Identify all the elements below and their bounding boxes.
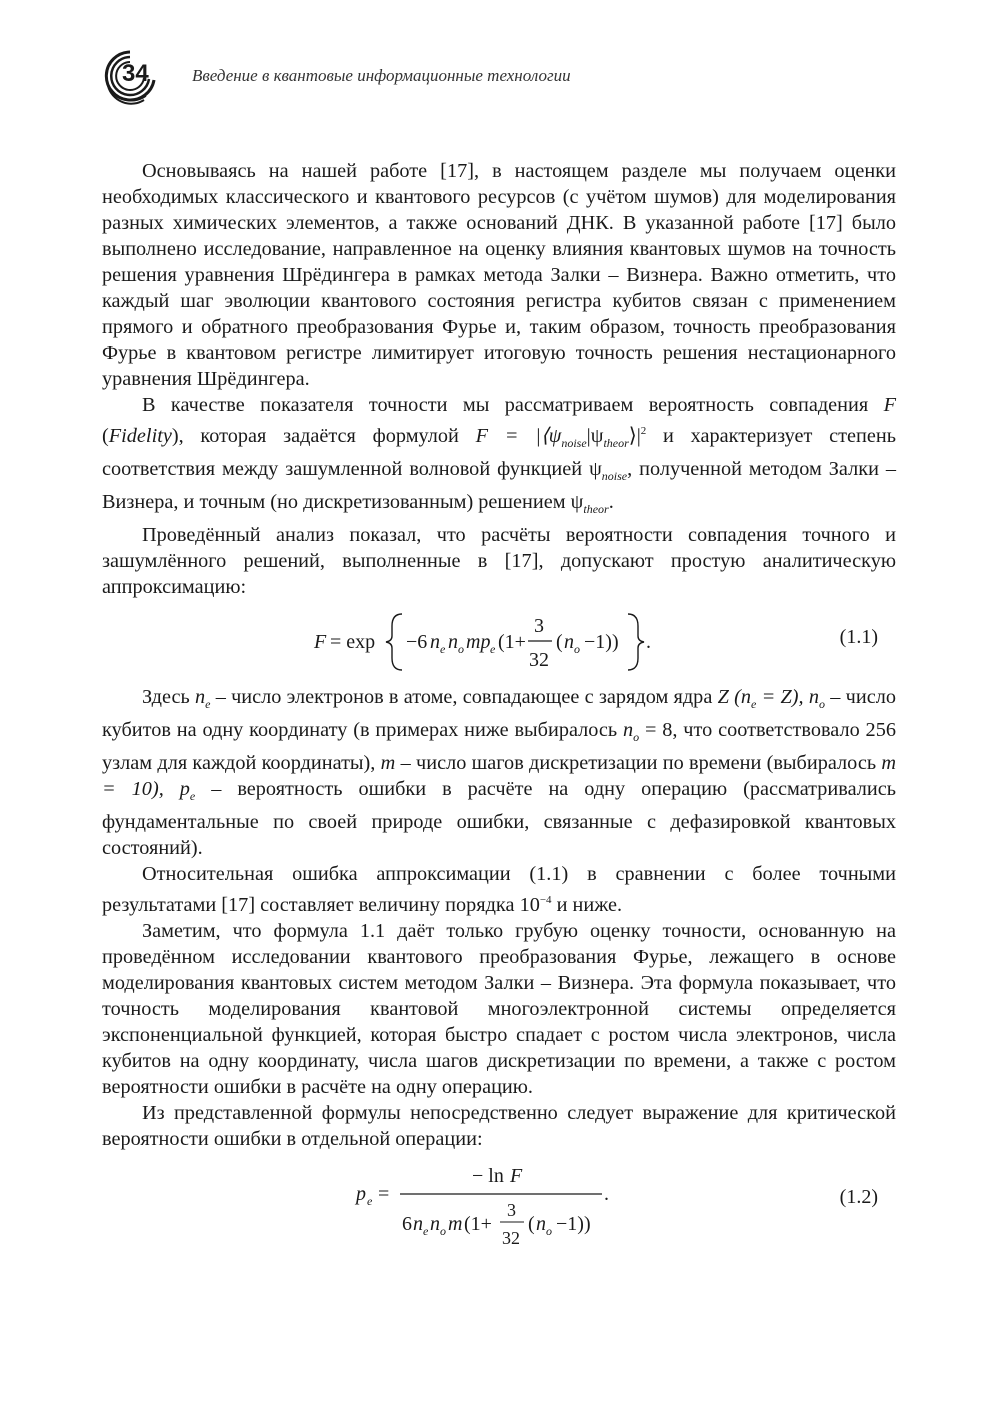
running-title: Введение в квантовые информационные технологии (192, 66, 571, 85)
math-m: m (380, 752, 396, 774)
math-n: n (194, 685, 206, 708)
math-Z: Z (n (717, 685, 752, 708)
paragraph-intro: Основываясь на нашей работе [17], в настоящем разделе мы получаем оценки необходимых классического и квантового ресурсов (с учётом шумов) для моделирования разных химических элементов, а также оснований ДНК. В указанной работе [17] было выполнено исследование, направленное на оценку влияния квантовых шумов на точность решения уравнения Шрёдингера в рамках метода Залки – Визнера. Важно отметить, что каждый шаг эволюции квантового состояния регистра кубитов связан с применением прямого и обратного преобразования Фурье и, таким образом, точность преобразования Фурье в квантовом регистре лимитирует итоговую точность решения нестационарного уравнения Шрёдингера. (102, 160, 896, 390)
math-subscript-noise: noise (601, 468, 628, 483)
math-psi: ψ (589, 457, 602, 480)
svg-text:(: ( (528, 1212, 535, 1235)
paragraph-fidelity: В качестве показателя точности мы рассматриваем вероятность совпадения F (Fidelity), которая задаётся формулой $F = |⟨\psi_{noise}|\psi_{theor}⟩|^2$ и характеризует степень соответствия между зашумленной волновой функцией $\psi_{noise}$, полученной методом Залки – Визнера, и точным (но дискретизованным) решением $\psi_{theor}$. (102, 394, 896, 516)
text-fragment: – число электронов в атоме, совпадающее с зарядом ядра (210, 685, 718, 708)
text-fragment: и характеризует степень соответствия между зашумленной волновой функцией (102, 424, 896, 480)
math-Z-close: = Z), (756, 685, 809, 708)
math-fidelity: Fidelity (108, 424, 172, 447)
text-fragment: Относительная ошибка аппроксимации (1.1) в сравнении с более точными результатами [17] составляет величину порядка (102, 863, 896, 916)
page-header (100, 46, 900, 106)
math-subscript-o: o (819, 696, 826, 711)
svg-text:F: F (510, 1164, 523, 1187)
text-fragment: – число кубитов на одну координату (в примерах ниже выбиралось (102, 685, 896, 741)
math-subscript-theor: theor (583, 501, 609, 516)
svg-text:−1)): −1)) (556, 1212, 591, 1235)
math-value: = 8 (639, 718, 673, 741)
svg-text:.: . (646, 630, 651, 653)
math-subscript-o: o (633, 730, 640, 744)
math-n: n (808, 685, 820, 708)
text-fragment: , что соответствовало 256 узлам для каждой координаты), (102, 718, 896, 774)
math-subscript-theor: theor (603, 435, 629, 450)
svg-text:n: n (536, 1212, 546, 1235)
eq1-three: 3 (534, 614, 544, 637)
svg-text:mp: mp (466, 630, 491, 653)
svg-text:(1+: (1+ (498, 630, 526, 653)
math-ten: 10 (519, 893, 540, 916)
svg-text:o: o (546, 1223, 552, 1238)
eq1-thirtytwo: 32 (529, 648, 549, 671)
math-square: 2 (640, 425, 647, 437)
equation-number-1-1: (1.1) (839, 625, 878, 648)
text-fragment: Здесь (142, 685, 195, 708)
math-subscript-e: e (189, 789, 196, 804)
svg-text:3: 3 (507, 1199, 516, 1220)
math-subscript-e: e (205, 696, 211, 711)
math-p: p (179, 778, 190, 800)
svg-text:n: n (448, 630, 458, 653)
math-exponent: −4 (539, 894, 552, 907)
page-body (102, 158, 896, 1254)
text-fragment: и ниже. (551, 893, 623, 916)
svg-text:n: n (413, 1212, 423, 1235)
math-F-eq: F = |⟨ψ (475, 424, 562, 447)
math-m-value: m = 10), (102, 752, 897, 800)
paragraph-analysis: Проведённый анализ показал, что расчёты вероятности совпадения точного и зашумлённого решений, выполненные в [17], допускают простую аналитическую аппроксимацию: (102, 523, 896, 598)
math-subscript-e: e (751, 696, 757, 711)
svg-text:n: n (430, 1212, 440, 1235)
math-psi: ψ (590, 424, 604, 447)
page-number: 34 (122, 60, 149, 87)
svg-text:.: . (604, 1182, 609, 1205)
paragraph-definitions (102, 684, 896, 861)
svg-text:o: o (574, 641, 580, 656)
svg-text:(: ( (556, 630, 563, 653)
svg-text:m: m (448, 1212, 463, 1235)
equation-1-2 (102, 1158, 896, 1254)
equation-number-1-2: (1.2) (839, 1185, 878, 1208)
svg-text:32: 32 (502, 1227, 520, 1248)
equation-1-1 (102, 604, 896, 678)
text-fragment: – вероятность ошибки в расчёте на одну операцию (рассматривались фундаментальные по своей природе ошибки, связанные с дефазировкой квантовых состояний). (102, 778, 896, 860)
paragraph-interpretation: Заметим, что формула 1.1 даёт только грубую оценку точности, основанную на проведённом исследовании квантового преобразования Фурье, лежащего в основе моделирования квантовых систем методом Залки – Визнера. Эта формула показывает, что точность моделирования квантовой многоэлектронной системы определяется экспоненциальной функцией, которая быстро спадает с ростом числа электронов, числа кубитов на одну координату, числа шагов дискретизации по времени, а также с ростом вероятности ошибки в расчёте на одну операцию. (102, 919, 896, 1098)
svg-text:e: e (440, 641, 446, 656)
text-fragment: , полученной методом Залки – Визнера, и точным (но дискретизованным) решением (102, 457, 896, 513)
svg-text:=: = (378, 1182, 390, 1205)
svg-text:F: F (314, 630, 327, 653)
math-psi: ψ (570, 490, 584, 513)
text-fragment: – число шагов дискретизации по времени (выбиралось (395, 752, 882, 774)
svg-text:(1+: (1+ (464, 1212, 492, 1235)
svg-text:−6: −6 (406, 630, 428, 653)
math-n: n (623, 718, 634, 741)
svg-text:p: p (356, 1182, 366, 1205)
svg-text:− ln: − ln (472, 1164, 504, 1187)
svg-text:6: 6 (402, 1212, 412, 1235)
equation-1-2-graphic (102, 1158, 896, 1254)
svg-text:e: e (423, 1223, 429, 1238)
math-subscript-noise: noise (561, 435, 587, 450)
svg-text:n: n (430, 630, 440, 653)
math-F: F (883, 394, 896, 416)
svg-text:n: n (564, 630, 574, 653)
svg-text:e: e (490, 641, 496, 656)
text-fragment: В качестве показателя точности мы рассматриваем вероятность совпадения (142, 394, 884, 416)
equation-1-1-graphic (102, 604, 896, 678)
paragraph-relative-error (102, 861, 896, 918)
paragraph-critical-probability: Из представленной формулы непосредственно следует выражение для критической вероятности ошибки в отдельной операции: (102, 1101, 896, 1150)
math-fidelity-definition: $F = |⟨\psi_{noise}|\psi_{theor}⟩|^2$ (475, 424, 647, 450)
svg-text:o: o (458, 641, 464, 656)
svg-text:e: e (367, 1193, 373, 1208)
text-fragment: , которая задаётся формулой (178, 424, 476, 447)
svg-text:−1)): −1)) (584, 630, 619, 653)
svg-text:o: o (440, 1223, 446, 1238)
eq1-lhs: = exp (330, 630, 376, 653)
